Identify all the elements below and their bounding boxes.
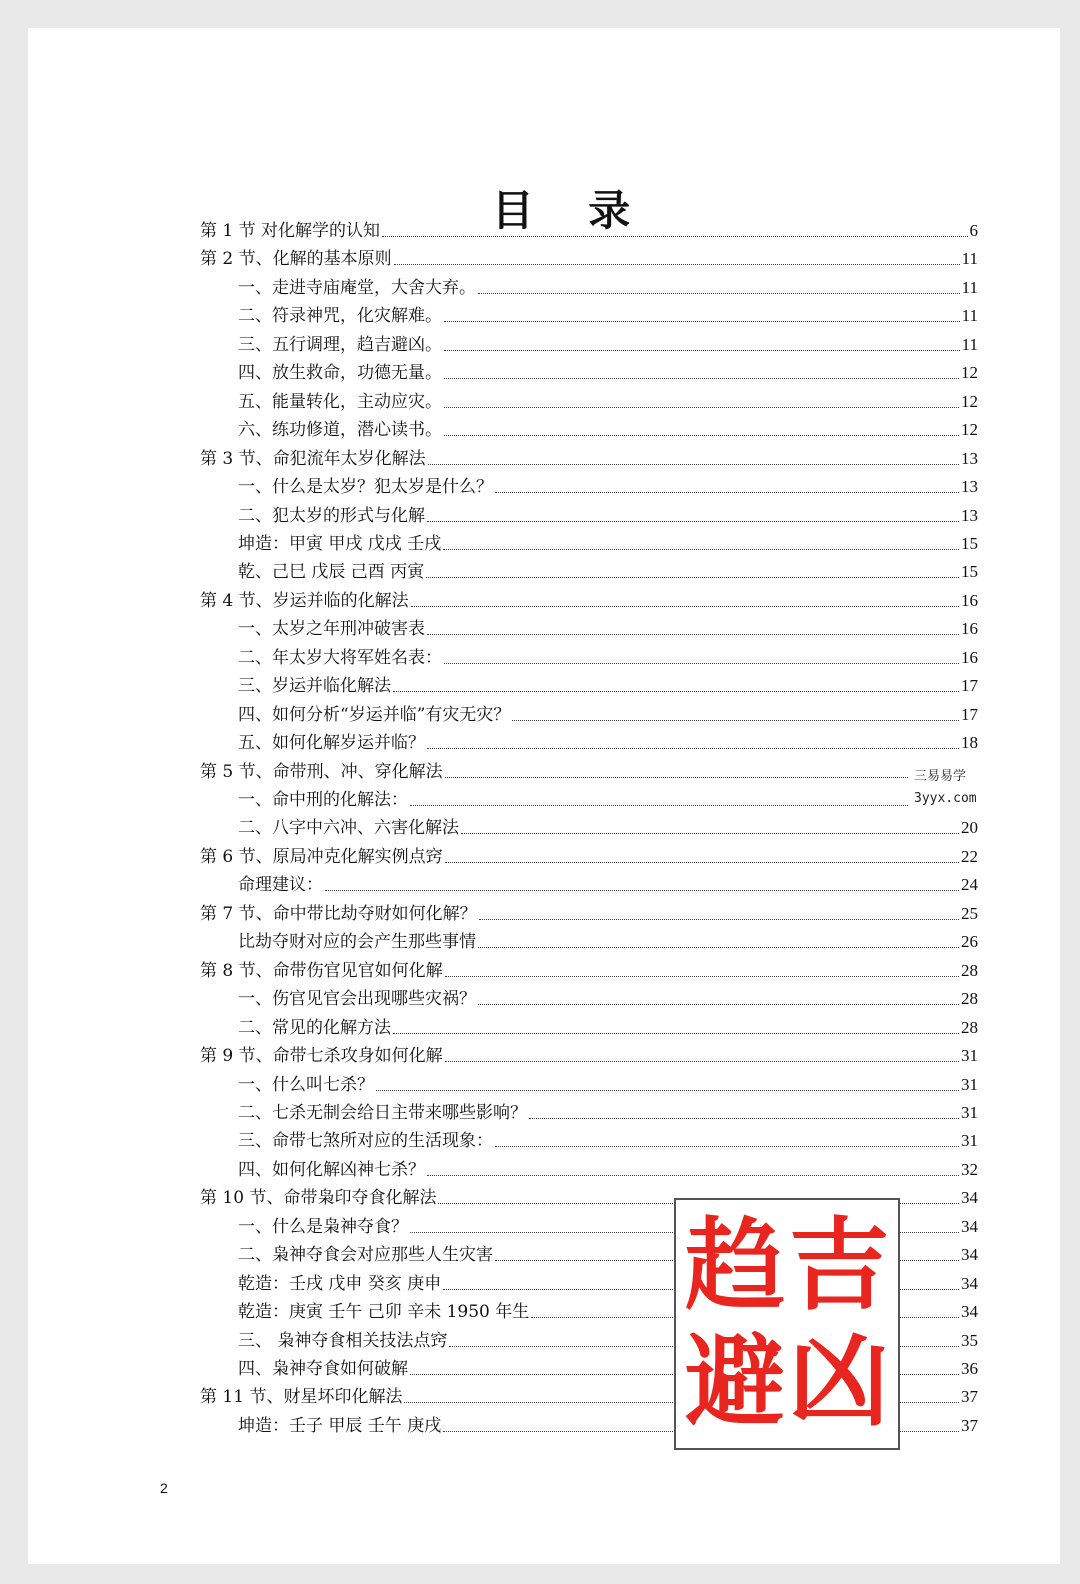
toc-entry-page: 34 <box>961 1302 978 1322</box>
toc-dot-leader <box>444 350 960 351</box>
toc-dot-leader <box>443 549 959 550</box>
toc-entry <box>200 755 978 783</box>
toc-entry <box>238 641 978 669</box>
toc-dot-leader <box>410 805 976 806</box>
toc-entry-page: 24 <box>961 875 978 895</box>
toc-entry-page: 13 <box>961 477 978 497</box>
toc-dot-leader <box>495 1146 959 1147</box>
toc-entry <box>238 527 978 555</box>
toc-entry <box>238 1068 978 1096</box>
toc-entry-page: 12 <box>961 363 978 383</box>
toc-entry <box>238 328 978 356</box>
toc-entry <box>238 499 978 527</box>
toc-entry-title: 四、如何化解凶神七杀？ <box>238 1159 425 1180</box>
toc-entry-title: 坤造：甲寅 甲戌 戊戌 壬戌 <box>238 533 442 554</box>
toc-entry-title: 四、枭神夺食如何破解 <box>238 1359 408 1379</box>
toc-entry <box>238 925 978 953</box>
toc-dot-leader <box>495 492 959 493</box>
toc-entry-title: 第 9 节、命带七杀攻身如何化解 <box>200 1046 443 1067</box>
toc-entry <box>238 612 978 640</box>
toc-entry-title: 第 10 节、命带枭印夺食化解法 <box>200 1188 437 1209</box>
toc-entry <box>200 897 978 925</box>
toc-entry-title: 第 2 节、化解的基本原则 <box>200 249 392 270</box>
toc-entry-title: 一、太岁之年刑冲破害表 <box>238 619 425 640</box>
toc-entry-title: 乾造：庚寅 壬午 己卯 辛未 1950 年生 <box>238 1302 530 1323</box>
stamp-char: 避 <box>685 1323 785 1440</box>
toc-entry <box>200 442 978 470</box>
toc-entry-page: 15 <box>961 533 978 553</box>
toc-entry-title: 第 3 节、命犯流年太岁化解法 <box>200 448 426 469</box>
toc-entry-page: 12 <box>961 391 978 411</box>
toc-entry-title: 二、符录神咒，化灾解难。 <box>238 306 442 327</box>
toc-entry-page: 34 <box>961 1273 978 1293</box>
toc-entry-title: 三、命带七煞所对应的生活现象： <box>238 1131 493 1152</box>
toc-entry-title: 坤造：壬子 甲辰 壬午 庚戌 <box>238 1415 442 1436</box>
toc-entry-page: 28 <box>961 989 978 1009</box>
toc-entry-page: 36 <box>961 1359 978 1378</box>
toc-entry-page: 31 <box>961 1046 978 1066</box>
toc-dot-leader <box>479 919 959 920</box>
toc-entry <box>200 242 978 270</box>
toc-entry-title: 五、如何化解岁运并临？ <box>238 733 425 754</box>
toc-entry-title: 第 11 节、财星坏印化解法 <box>200 1387 403 1408</box>
toc-entry-page: 18 <box>961 733 978 753</box>
toc-entry-page: 31 <box>961 1131 978 1151</box>
table-of-contents <box>28 28 1060 1564</box>
toc-entry <box>238 271 978 299</box>
toc-entry-title: 二、犯太岁的形式与化解 <box>238 505 425 526</box>
toc-entry-title: 第 1 节 对化解学的认知 <box>200 221 381 241</box>
toc-entry <box>238 1153 978 1181</box>
toc-entry-page: 37 <box>961 1387 978 1407</box>
toc-dot-leader <box>393 691 959 692</box>
page-number: 2 <box>160 1480 168 1496</box>
toc-entry-page: 34 <box>961 1216 978 1236</box>
toc-dot-leader <box>376 1090 959 1091</box>
toc-entry <box>238 1011 978 1039</box>
toc-dot-leader <box>325 890 959 891</box>
watermark-line1: 三易易学 <box>914 769 967 784</box>
toc-entry-page: 16 <box>961 647 978 667</box>
toc-dot-leader <box>427 1175 959 1176</box>
toc-entry <box>200 954 978 982</box>
toc-dot-leader <box>478 1004 959 1005</box>
toc-dot-leader <box>394 264 960 265</box>
toc-entry <box>238 783 978 811</box>
toc-dot-leader <box>445 976 959 977</box>
toc-entry-page: 17 <box>961 704 978 724</box>
toc-entry <box>238 356 978 384</box>
toc-entry-title: 第 6 节、原局冲克化解实例点窍 <box>200 846 443 867</box>
toc-entry-title: 第 5 节、命带刑、冲、穿化解法 <box>200 761 443 782</box>
watermark <box>908 766 1004 810</box>
toc-entry-title: 一、伤官见官会出现哪些灾祸？ <box>238 989 476 1010</box>
toc-entry-title: 第 8 节、命带伤官见官如何化解 <box>200 960 443 981</box>
toc-dot-leader <box>427 634 959 635</box>
toc-entry-page: 32 <box>961 1159 978 1179</box>
toc-entry-title: 二、八字中六冲、六害化解法 <box>238 818 459 839</box>
toc-entry-page: 37 <box>961 1415 978 1435</box>
toc-entry <box>238 413 978 441</box>
toc-entry-page: 13 <box>961 505 978 525</box>
toc-entry-page: 13 <box>961 448 978 468</box>
toc-entry-page: 15 <box>961 562 978 582</box>
toc-entry <box>200 1039 978 1067</box>
red-stamp <box>674 1198 900 1450</box>
toc-entry-title: 六、练功修道，潜心读书。 <box>238 420 442 441</box>
toc-entry-page: 12 <box>961 420 978 440</box>
toc-dot-leader <box>444 321 960 322</box>
page-title: 目 录 <box>491 186 651 235</box>
toc-entry-page: 25 <box>961 903 978 923</box>
toc-dot-leader <box>512 720 959 721</box>
toc-entry-title: 命理建议： <box>238 875 323 896</box>
toc-entry-title: 乾造：壬戌 戊申 癸亥 庚申 <box>238 1273 442 1294</box>
toc-entry-page: 28 <box>961 1017 978 1037</box>
toc-entry-title: 第 4 节、岁运并临的化解法 <box>200 590 409 611</box>
toc-dot-leader <box>445 862 959 863</box>
toc-dot-leader <box>444 663 959 664</box>
toc-entry-title: 一、什么是枭神夺食？ <box>238 1216 408 1237</box>
toc-dot-leader <box>529 1118 959 1119</box>
toc-dot-leader <box>444 435 959 436</box>
toc-entry <box>238 868 978 896</box>
toc-entry-title: 二、年太岁大将军姓名表： <box>238 647 442 668</box>
toc-entry-title: 比劫夺财对应的会产生那些事情 <box>238 932 476 953</box>
toc-dot-leader <box>393 1033 959 1034</box>
toc-dot-leader <box>444 378 959 379</box>
stamp-char: 吉 <box>789 1207 889 1324</box>
toc-entry <box>238 299 978 327</box>
toc-dot-leader <box>461 833 959 834</box>
toc-entry <box>238 1124 978 1152</box>
toc-entry-page: 31 <box>961 1074 978 1094</box>
toc-entry-page: 11 <box>961 306 978 326</box>
toc-entry-page: 26 <box>961 932 978 952</box>
toc-dot-leader <box>428 464 959 465</box>
document-page <box>28 28 1060 1564</box>
toc-entry <box>200 840 978 868</box>
toc-entry-page: 28 <box>961 960 978 980</box>
toc-entry-page: 11 <box>961 334 978 354</box>
toc-entry-page: 34 <box>961 1188 978 1208</box>
stamp-char: 趋 <box>685 1207 785 1324</box>
toc-entry-page: 17 <box>961 676 978 696</box>
toc-entry <box>238 698 978 726</box>
toc-entry-title: 三、 枭神夺食相关技法点窍 <box>238 1330 448 1351</box>
toc-entry-page: 11 <box>961 277 978 297</box>
toc-dot-leader <box>478 947 959 948</box>
toc-entry-title: 二、常见的化解方法 <box>238 1017 391 1038</box>
toc-entry-page: 11 <box>961 249 978 269</box>
toc-entry-page: 6 <box>969 221 978 240</box>
toc-entry-page: 35 <box>961 1330 978 1350</box>
toc-entry <box>238 726 978 754</box>
toc-entry-page: 16 <box>961 590 978 610</box>
toc-entry <box>238 385 978 413</box>
toc-entry <box>238 1096 978 1124</box>
toc-dot-leader <box>444 407 959 408</box>
toc-entry <box>238 669 978 697</box>
toc-entry-page: 20 <box>961 818 978 838</box>
toc-entry-page: 34 <box>961 1245 978 1265</box>
toc-entry <box>238 555 978 583</box>
toc-entry-title: 一、走进寺庙庵堂，大舍大弃。 <box>238 277 476 298</box>
stamp-char: 凶 <box>789 1323 889 1440</box>
toc-dot-leader <box>445 777 976 778</box>
toc-dot-leader <box>426 577 959 578</box>
toc-dot-leader <box>427 521 959 522</box>
toc-dot-leader <box>411 606 959 607</box>
toc-entry <box>200 214 978 242</box>
watermark-line2: 3yyx.com <box>914 791 977 806</box>
toc-entry-title: 乾、己巳 戊辰 己酉 丙寅 <box>238 562 425 583</box>
toc-entry-title: 一、什么叫七杀？ <box>238 1074 374 1095</box>
toc-entry-title: 三、岁运并临化解法 <box>238 676 391 697</box>
toc-entry-title: 第 7 节、命中带比劫夺财如何化解？ <box>200 903 477 924</box>
toc-entry-title: 四、如何分析“岁运并临”有灾无灾？ <box>238 704 511 725</box>
toc-entry-page: 31 <box>961 1102 978 1122</box>
toc-dot-leader <box>427 748 959 749</box>
toc-dot-leader <box>382 236 967 237</box>
toc-dot-leader <box>478 293 960 294</box>
toc-entry <box>200 584 978 612</box>
toc-entry <box>238 470 978 498</box>
toc-entry-title: 一、命中刑的化解法： <box>238 790 408 810</box>
toc-dot-leader <box>445 1061 959 1062</box>
toc-entry-page: 16 <box>961 619 978 639</box>
toc-entry-title: 五、能量转化，主动应灾。 <box>238 391 442 412</box>
toc-entry-title: 三、五行调理，趋吉避凶。 <box>238 334 442 355</box>
toc-entry-page: 22 <box>961 846 978 866</box>
toc-entry-title: 一、什么是太岁？犯太岁是什么？ <box>238 477 493 498</box>
toc-entry <box>238 982 978 1010</box>
toc-entry-title: 二、七杀无制会给日主带来哪些影响？ <box>238 1102 527 1123</box>
toc-entry <box>238 811 978 839</box>
toc-entry-title: 二、枭神夺食会对应那些人生灾害 <box>238 1245 493 1266</box>
toc-entry-title: 四、放生救命，功德无量。 <box>238 363 442 384</box>
